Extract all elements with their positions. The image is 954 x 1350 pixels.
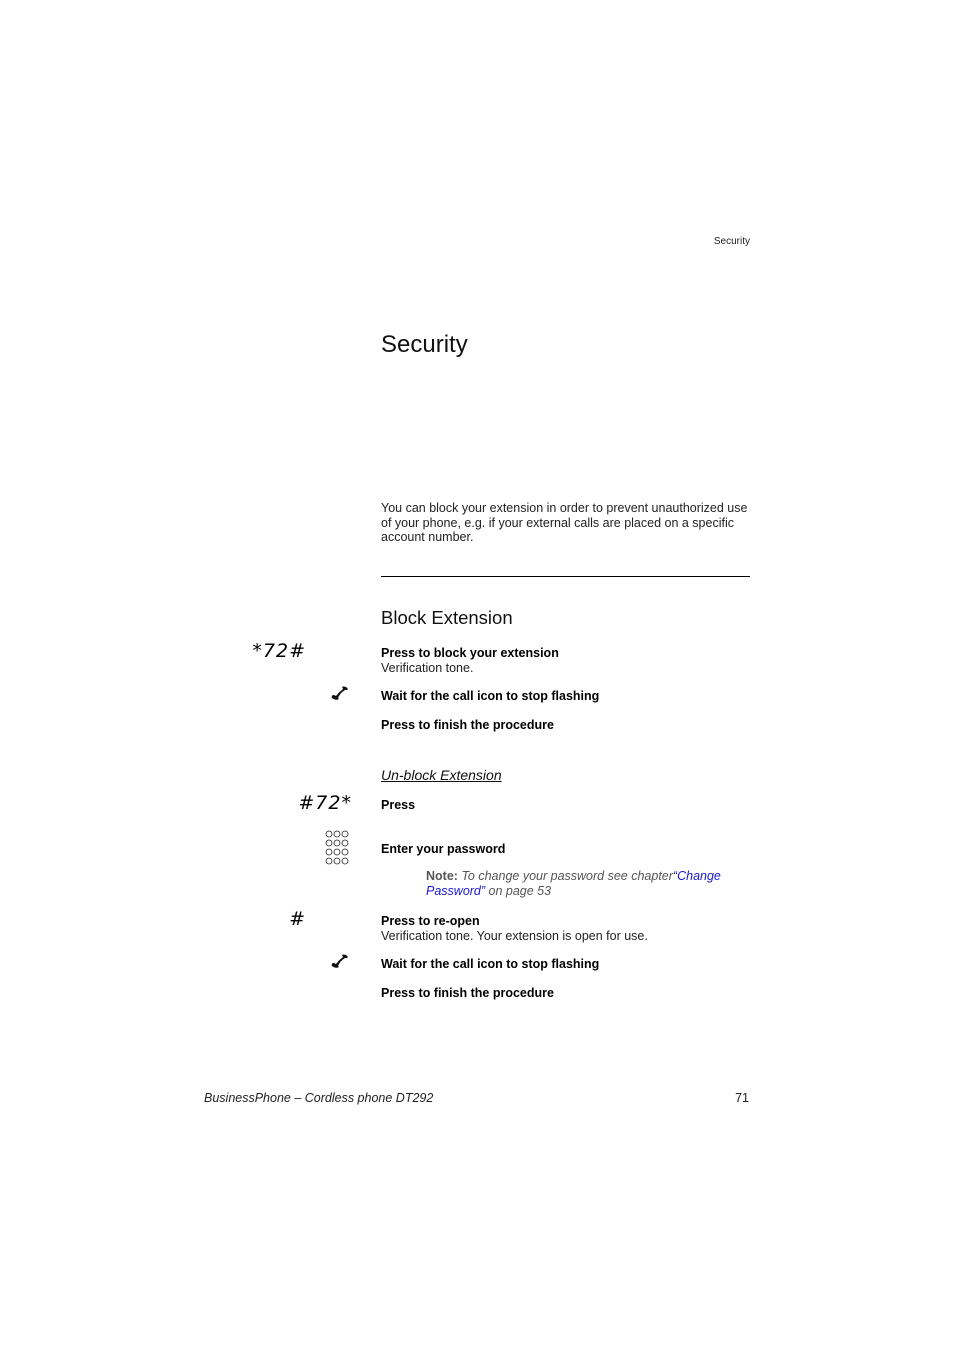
step-enter-password: Enter your password: [381, 842, 506, 856]
code-hash: #: [289, 908, 306, 930]
note: [426, 869, 746, 899]
section-divider: [381, 576, 750, 577]
note-text: To change your password see chapter: [461, 869, 673, 883]
change-password-link[interactable]: “Change Password”: [426, 869, 721, 898]
intro-paragraph: You can block your extension in order to prevent unauthorized use of your phone, e.g. if your external calls are placed on a specific account number.: [381, 501, 748, 544]
step-wait-flashing: Wait for the call icon to stop flashing: [381, 689, 600, 703]
step-label: Press to block your extension: [381, 646, 559, 660]
code-unblock-hash72star: #72*: [298, 792, 352, 814]
step-finish-2: Press to finish the procedure: [381, 986, 554, 1000]
step-wait-flashing-2: Wait for the call icon to stop flashing: [381, 957, 600, 971]
note-label: Note:: [426, 869, 458, 883]
subsection-title-unblock: Un-block Extension: [381, 767, 502, 783]
footer-page-number: 71: [735, 1091, 749, 1105]
step-detail: Verification tone.: [381, 660, 474, 675]
phone-handset-icon: [330, 954, 350, 968]
step-press: Press: [381, 798, 416, 812]
keypad-icon: [325, 830, 351, 865]
step-finish: Press to finish the procedure: [381, 718, 554, 732]
note-suffix: on page 53: [485, 884, 552, 898]
code-block-star72hash: *72#: [252, 640, 306, 662]
section-title-block-extension: Block Extension: [381, 607, 513, 628]
running-header: Security: [713, 236, 750, 247]
step-block: [381, 646, 753, 675]
phone-handset-icon: [330, 686, 350, 700]
footer-document-title: BusinessPhone – Cordless phone DT292: [204, 1091, 434, 1105]
step-reopen: Press to re-open Verification tone. Your extension is open for use.: [381, 914, 648, 943]
page-title: Security: [381, 331, 468, 358]
